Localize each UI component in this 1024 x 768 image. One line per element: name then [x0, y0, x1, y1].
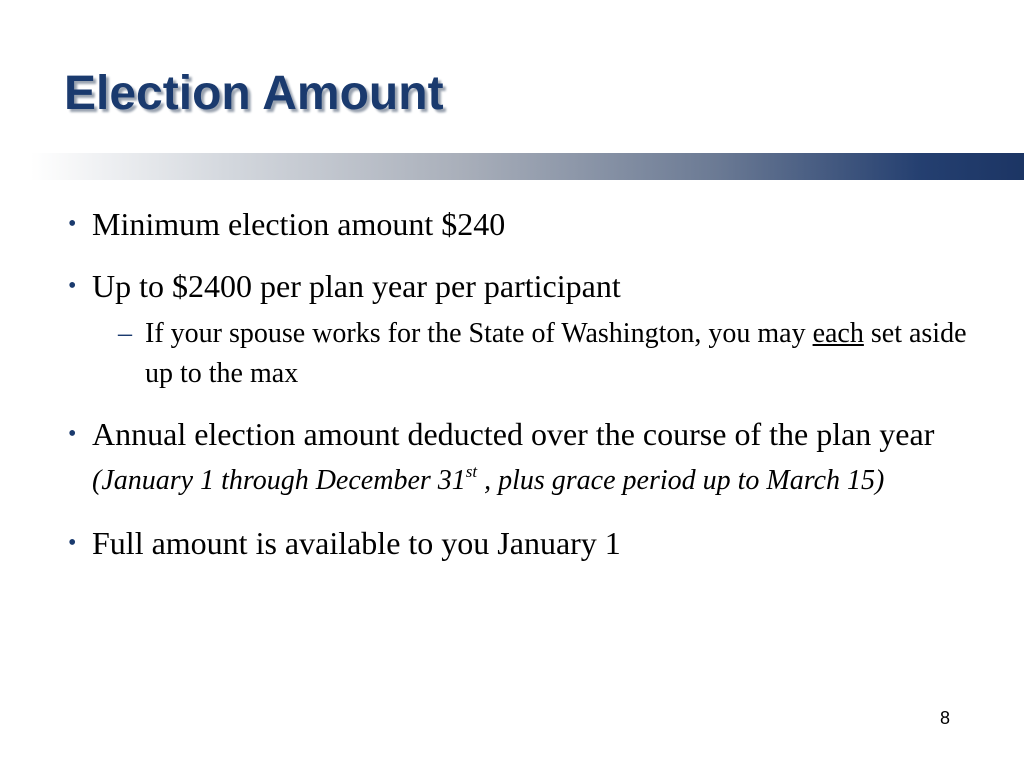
bullet-text: Up to $2400 per plan year per participant: [92, 268, 621, 304]
bullet-dot-icon: •: [68, 211, 77, 237]
sub-bullet-dash-icon: –: [118, 318, 132, 349]
page-number: 8: [940, 708, 951, 728]
sub-bullet-text-part2: set aside up to the max: [145, 318, 967, 389]
bullet-text-italic-2: , plus grace period up to March 15): [477, 465, 885, 496]
bullet-full-amount-available: [68, 521, 968, 565]
bullet-dot-icon: •: [68, 421, 77, 447]
slide-title: Election Amount: [64, 67, 444, 120]
bullet-max-per-participant: [68, 264, 968, 308]
bullet-text-italic-1: (January 1 through December 31: [92, 465, 466, 496]
bullet-annual-deduction: [68, 412, 968, 503]
bullet-superscript: st: [465, 462, 478, 481]
bullet-text: Full amount is available to you January 1: [92, 525, 621, 561]
bullet-text: Minimum election amount $240: [92, 206, 506, 242]
slide-body: [68, 202, 968, 565]
bullet-minimum-election: [68, 202, 968, 246]
sub-bullet-spouse-state: [118, 314, 968, 394]
bullet-dot-icon: •: [68, 530, 77, 556]
sub-bullet-text-part1: If your spouse works for the State of Washington, you may: [145, 318, 813, 349]
title-divider-bar: [0, 153, 1024, 180]
bullet-text-main: Annual election amount deducted over the course of the plan year: [92, 416, 935, 452]
bullet-dot-icon: •: [68, 273, 77, 299]
sub-bullet-emphasis: each: [812, 318, 864, 349]
